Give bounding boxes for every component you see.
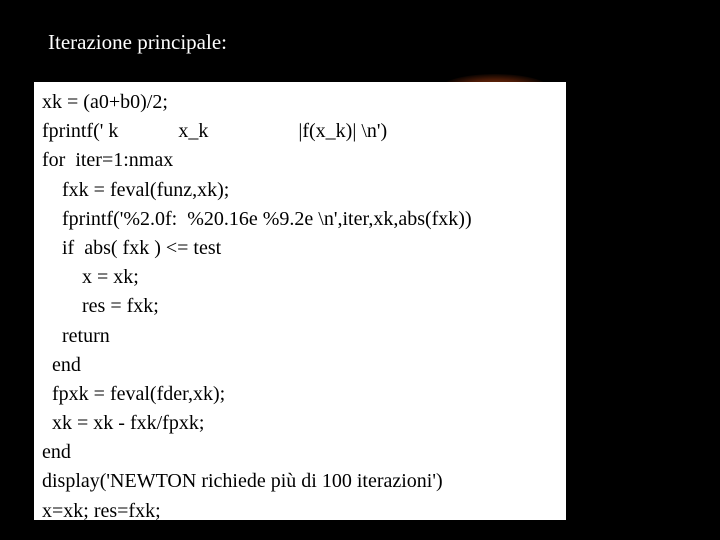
code-line: xk = (a0+b0)/2; bbox=[42, 91, 168, 113]
code-line: fxk = feval(funz,xk); bbox=[42, 178, 230, 201]
code-line: fpxk = feval(fder,xk); bbox=[42, 382, 226, 405]
code-line: xk = xk - fxk/fpxk; bbox=[42, 412, 205, 435]
code-line: end bbox=[42, 353, 81, 376]
code-line: fprintf(' k x_k |f(x_k)| \n') bbox=[42, 120, 388, 143]
code-line: end bbox=[42, 441, 71, 464]
code-line: fprintf('%2.0f: %20.16e %9.2e \n',iter,xk,abs(fxk)) bbox=[42, 207, 472, 230]
code-block bbox=[34, 82, 566, 520]
code-line: for iter=1:nmax bbox=[42, 149, 174, 172]
code-line: x = xk; bbox=[42, 266, 139, 289]
slide-title: Iterazione principale: bbox=[48, 30, 227, 54]
code-line: if abs( fxk ) <= test bbox=[42, 236, 222, 259]
code-line: display('NEWTON richiede più di 100 iterazioni') bbox=[42, 470, 443, 493]
code-line: return bbox=[42, 324, 110, 347]
code-line: res = fxk; bbox=[42, 295, 159, 318]
code-line: x=xk; res=fxk; bbox=[42, 499, 161, 522]
